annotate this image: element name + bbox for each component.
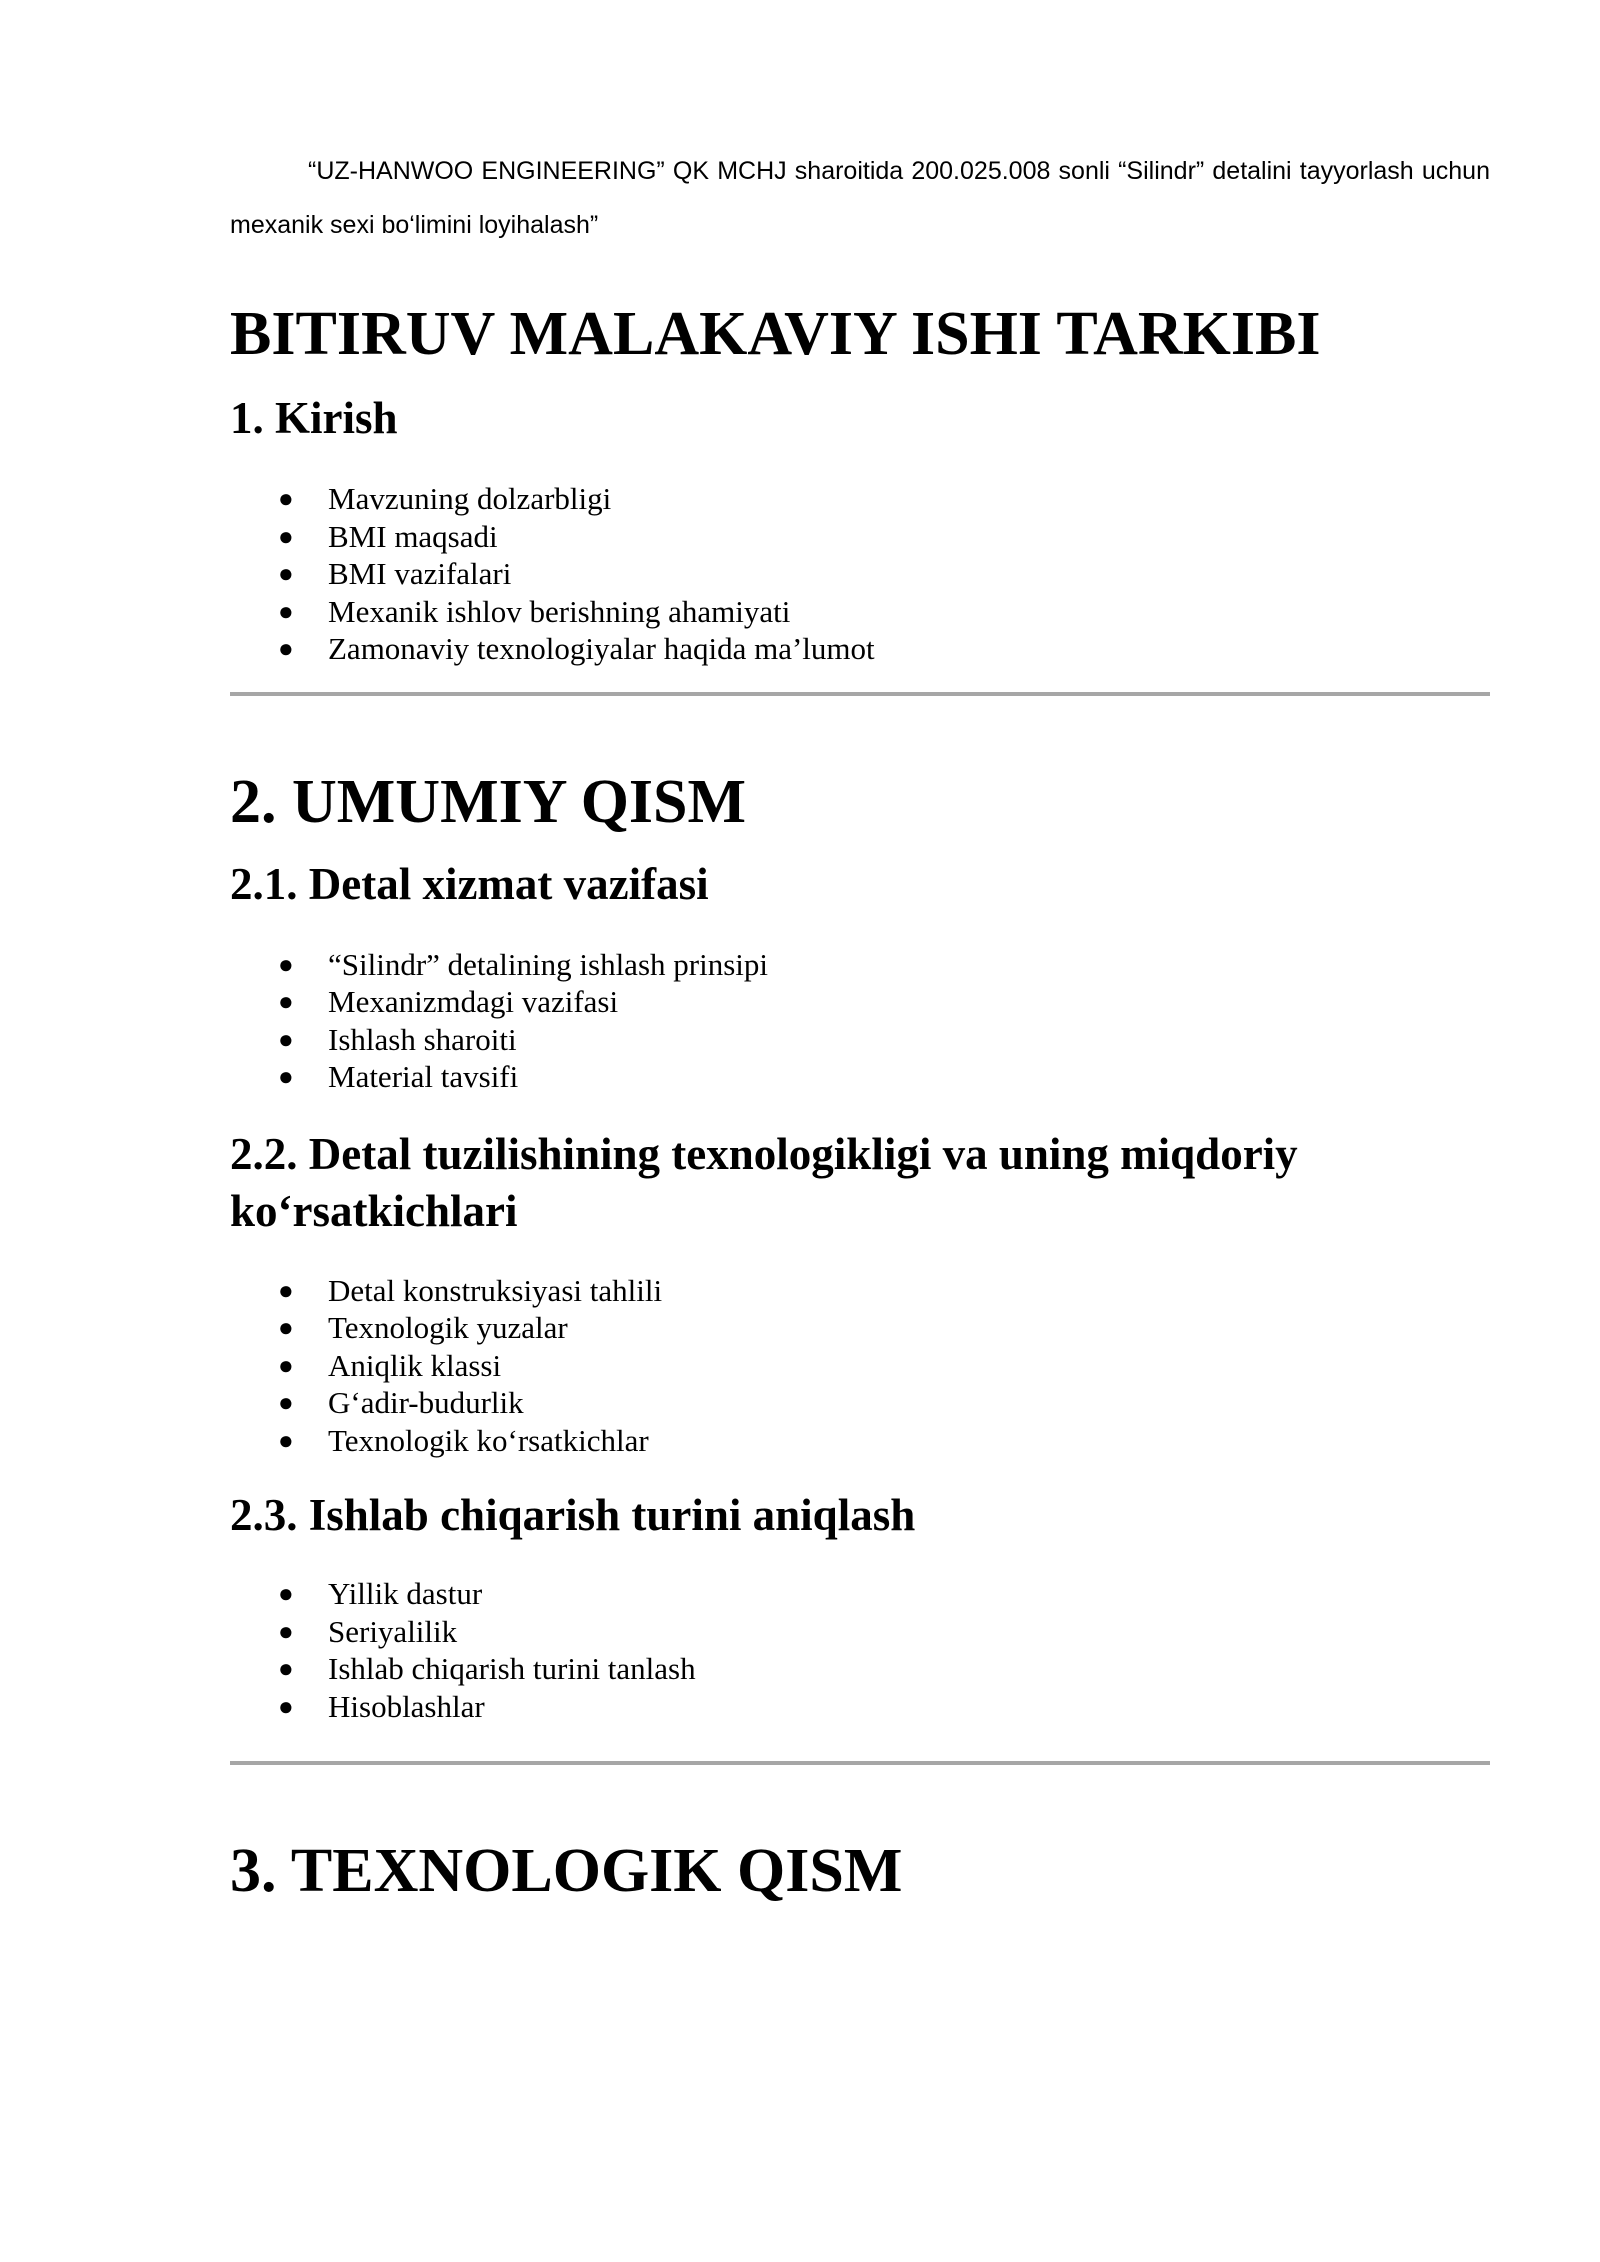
list-item: ● Texnologik yuzalar bbox=[278, 1310, 568, 1345]
list-item: ● Seriyalilik bbox=[278, 1613, 458, 1649]
document-title: BITIRUV MALAKAVIY ISHI TARKIBI bbox=[230, 300, 1321, 368]
section-heading-intro: 1. Kirish bbox=[230, 393, 398, 443]
bullet-icon: ● bbox=[278, 634, 294, 663]
list-item: ● Mexanik ishlov berishning ahamiyati bbox=[278, 593, 791, 629]
bullet-icon: ● bbox=[278, 1313, 294, 1342]
subsection-heading-2-3: 2.3. Ishlab chiqarish turini aniqlash bbox=[230, 1490, 916, 1540]
list-item: ● Mavzuning dolzarbligi bbox=[278, 481, 612, 516]
bullet-icon: ● bbox=[278, 987, 294, 1016]
list-item: ● Aniqlik klassi bbox=[278, 1347, 502, 1383]
bullet-icon: ● bbox=[278, 1616, 294, 1646]
list-item: ● Mexanizmdagi vazifasi bbox=[278, 984, 619, 1019]
list-item: ● Ishlash sharoiti bbox=[278, 1021, 517, 1057]
bullet-icon: ● bbox=[278, 596, 294, 626]
topic-statement: “UZ-HANWOO ENGINEERING” QK MCHJ sharoitida 200.025.008 sonli “Silindr” detalini tayyorlash uchun mexanik sexi bo‘limini loyihalash” bbox=[230, 157, 1490, 239]
bullet-icon: ● bbox=[278, 521, 294, 551]
bullet-icon: ● bbox=[278, 1388, 294, 1417]
bullet-icon: ● bbox=[278, 1062, 294, 1091]
list-item: ● BMI vazifalari bbox=[278, 556, 512, 591]
subsection-heading-2-2: 2.2. Detal tuzilishining texnologikligi va uning miqdoriy ko‘rsatkichlari bbox=[230, 1128, 1298, 1236]
list-item: ● Texnologik ko‘rsatkichlar bbox=[278, 1422, 649, 1458]
part-heading-general: 2. UMUMIY QISM bbox=[230, 767, 747, 836]
list-item: ● Material tavsifi bbox=[278, 1059, 519, 1094]
bullet-icon: ● bbox=[278, 1579, 294, 1608]
list-item: ● Ishlab chiqarish turini tanlash bbox=[278, 1651, 696, 1686]
subsection-2-1-list bbox=[230, 946, 1490, 1096]
list-item: ● Zamonaviy texnologiyalar haqida ma’lumot bbox=[278, 631, 875, 666]
subsection-2-3-list bbox=[230, 1575, 1490, 1725]
bullet-icon: ● bbox=[278, 1024, 294, 1054]
list-item: ● G‘adir-budurlik bbox=[278, 1385, 524, 1420]
list-item: ● Hisoblashlar bbox=[278, 1688, 485, 1724]
list-item: ● Yillik dastur bbox=[278, 1576, 483, 1611]
section-divider bbox=[230, 692, 1490, 696]
bullet-icon: ● bbox=[278, 1654, 294, 1683]
bullet-icon: ● bbox=[278, 1275, 294, 1305]
bullet-icon: ● bbox=[278, 1691, 294, 1721]
subsection-heading-2-1: 2.1. Detal xizmat vazifasi bbox=[230, 858, 709, 909]
subsection-2-2-list bbox=[230, 1272, 1490, 1460]
section-divider bbox=[230, 1761, 1490, 1765]
list-item: ● “Silindr” detalining ishlash prinsipi bbox=[278, 946, 768, 982]
intro-list bbox=[230, 480, 1490, 668]
bullet-icon: ● bbox=[278, 1425, 294, 1455]
list-item: ● BMI maqsadi bbox=[278, 518, 498, 554]
bullet-icon: ● bbox=[278, 1350, 294, 1380]
bullet-icon: ● bbox=[278, 949, 294, 979]
document-page bbox=[230, 0, 1490, 1907]
bullet-icon: ● bbox=[278, 484, 294, 513]
part-heading-technological: 3. TEXNOLOGIK QISM bbox=[230, 1837, 903, 1905]
bullet-icon: ● bbox=[278, 559, 294, 588]
list-item: ● Detal konstruksiyasi tahlili bbox=[278, 1272, 663, 1308]
